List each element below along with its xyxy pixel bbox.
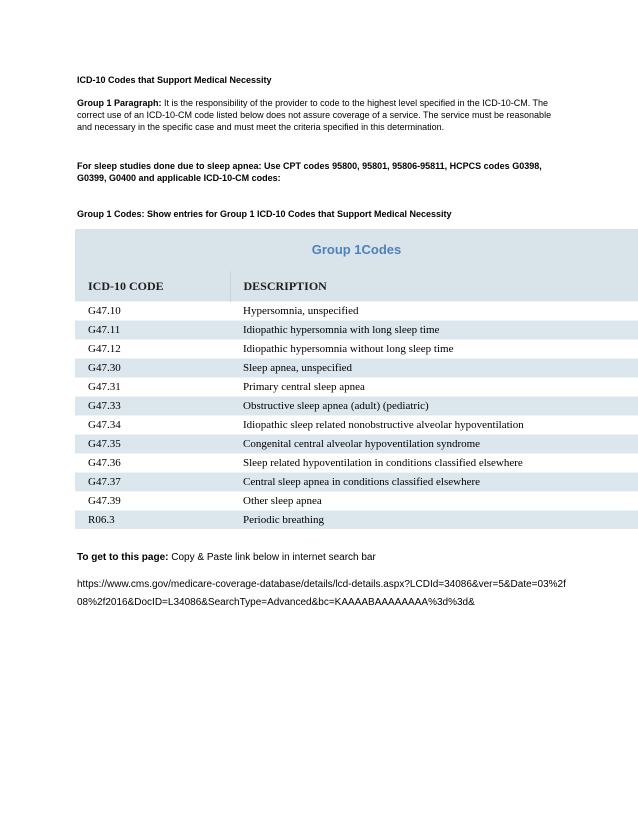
table-row [75, 359, 638, 378]
code-cell: G47.33 [75, 397, 230, 416]
table-row [75, 492, 638, 511]
table-row [75, 397, 638, 416]
description-cell: Sleep apnea, unspecified [230, 359, 638, 378]
table-header-row [75, 271, 638, 302]
code-cell: G47.39 [75, 492, 230, 511]
code-cell: G47.30 [75, 359, 230, 378]
table-title: Group 1Codes [75, 229, 638, 271]
column-header-code: ICD-10 CODE [75, 271, 230, 302]
group-codes-heading: Group 1 Codes: Show entries for Group 1 ICD-10 Codes that Support Medical Necessity [77, 209, 452, 219]
table-row [75, 302, 638, 321]
coverage-database-url[interactable]: https://www.cms.gov/medicare-coverage-database/details/lcd-details.aspx?LCDId=34086&ver=5&Date=03%2f08%2f2016&DocID=L34086&SearchType=Advanced&bc=KAAAABAAAAAAAA%3d%3d& [77, 579, 566, 608]
table-row [75, 511, 638, 530]
get-page-text: Copy & Paste link below in internet search bar [168, 552, 376, 563]
group-paragraph [77, 97, 557, 133]
get-page-instruction [77, 549, 567, 567]
table-title-row [75, 229, 638, 271]
description-cell: Idiopathic hypersomnia with long sleep time [230, 321, 638, 340]
description-cell: Primary central sleep apnea [230, 378, 638, 397]
group-paragraph-label: Group 1 Paragraph: [77, 98, 162, 108]
get-page-label: To get to this page: [77, 552, 169, 563]
document-title: ICD-10 Codes that Support Medical Necessity [77, 75, 272, 85]
code-cell: G47.36 [75, 454, 230, 473]
table-row [75, 340, 638, 359]
code-cell: G47.34 [75, 416, 230, 435]
code-cell: G47.12 [75, 340, 230, 359]
description-cell: Hypersomnia, unspecified [230, 302, 638, 321]
table-row [75, 378, 638, 397]
code-cell: G47.37 [75, 473, 230, 492]
description-cell: Other sleep apnea [230, 492, 638, 511]
code-cell: R06.3 [75, 511, 230, 530]
description-cell: Sleep related hypoventilation in conditions classified elsewhere [230, 454, 638, 473]
description-cell: Central sleep apnea in conditions classified elsewhere [230, 473, 638, 492]
codes-table [75, 229, 638, 529]
table-row [75, 473, 638, 492]
code-cell: G47.11 [75, 321, 230, 340]
table-row [75, 321, 638, 340]
table-row [75, 416, 638, 435]
group-paragraph-text: It is the responsibility of the provider to code to the highest level specified in the ICD-10-CM. The correct use of an ICD-10-CM code listed below does not assure coverage of a service. The service must be reasonable and necessary in the specific case and must meet the criteria specified in this determination. [77, 98, 552, 132]
description-cell: Periodic breathing [230, 511, 638, 530]
description-cell: Congenital central alveolar hypoventilation syndrome [230, 435, 638, 454]
column-header-description: DESCRIPTION [230, 271, 638, 302]
sleep-studies-instruction: For sleep studies done due to sleep apnea: Use CPT codes 95800, 95801, 95806-95811, HCPCS codes G0398, G0399, G0400 and applicable ICD-10-CM codes: [77, 161, 542, 183]
description-cell: Idiopathic sleep related nonobstructive alveolar hypoventilation [230, 416, 638, 435]
description-cell: Idiopathic hypersomnia without long sleep time [230, 340, 638, 359]
description-cell: Obstructive sleep apnea (adult) (pediatric) [230, 397, 638, 416]
code-cell: G47.35 [75, 435, 230, 454]
table-row [75, 435, 638, 454]
code-cell: G47.10 [75, 302, 230, 321]
code-cell: G47.31 [75, 378, 230, 397]
table-row [75, 454, 638, 473]
